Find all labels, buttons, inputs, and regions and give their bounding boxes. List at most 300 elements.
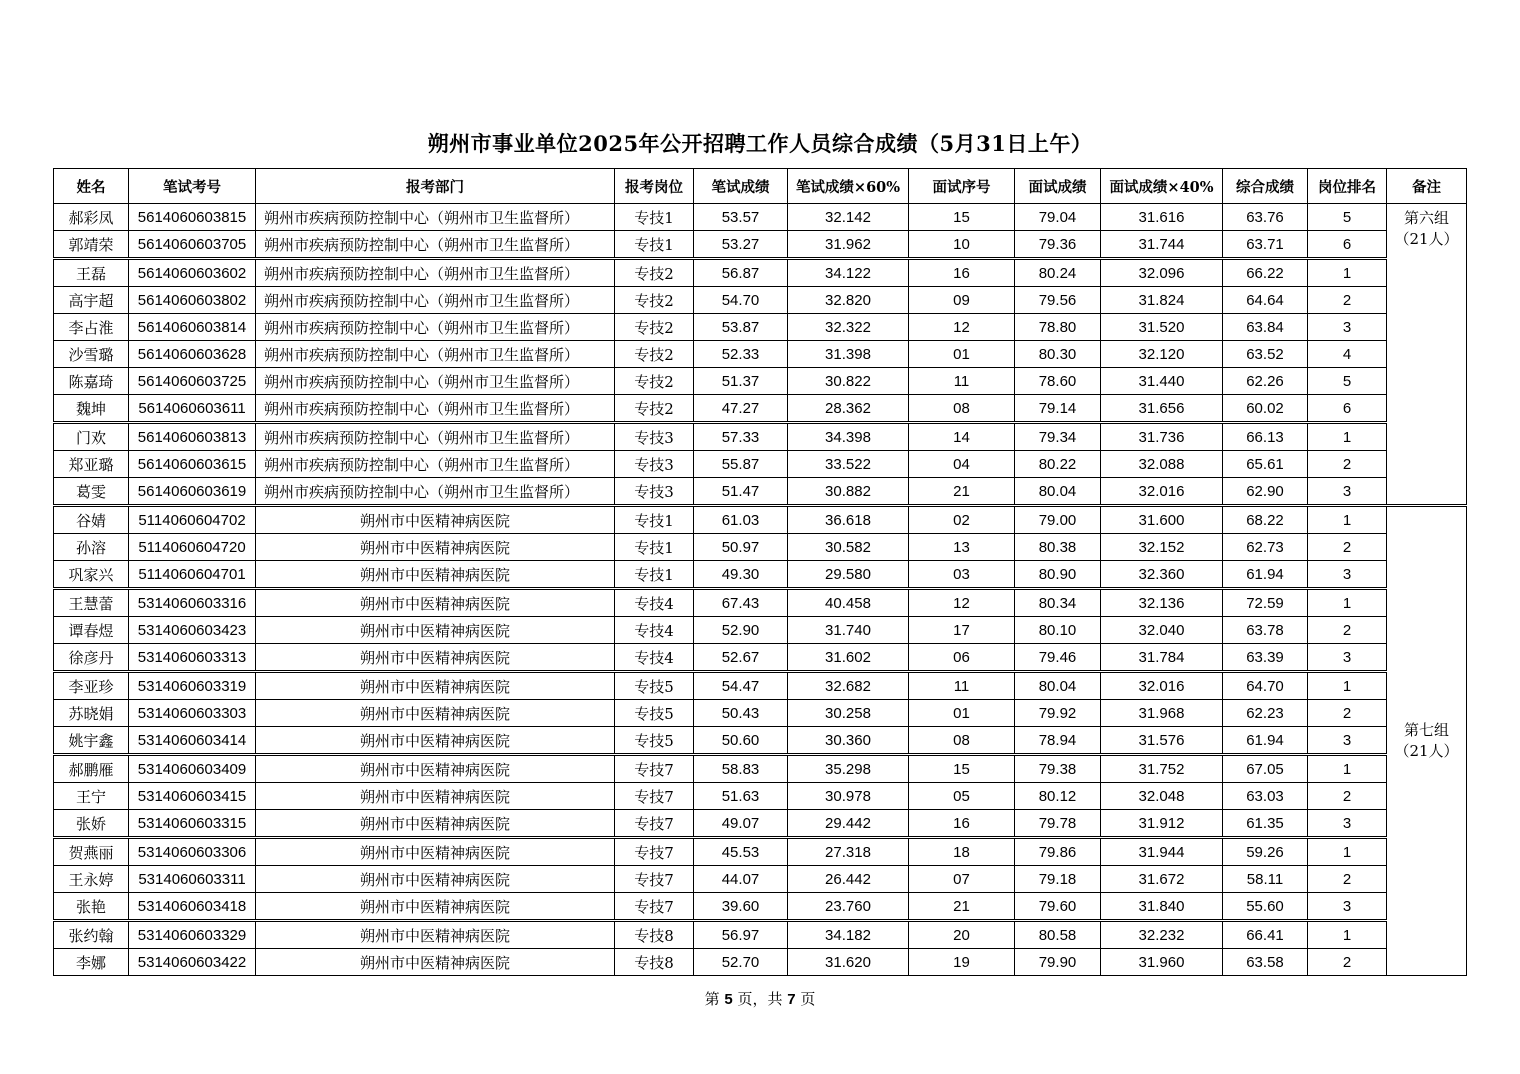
table-cell: 朔州市中医精神病医院 bbox=[256, 700, 615, 727]
table-cell: 33.522 bbox=[788, 451, 909, 478]
table-row bbox=[54, 314, 1467, 341]
table-cell: 32.040 bbox=[1101, 617, 1223, 644]
table-cell: 2 bbox=[1308, 700, 1387, 727]
table-cell: 朔州市疾病预防控制中心（朔州市卫生监督所） bbox=[256, 341, 615, 368]
table-cell: 50.97 bbox=[694, 534, 788, 561]
table-cell: 34.182 bbox=[788, 921, 909, 949]
table-cell: 31.616 bbox=[1101, 204, 1223, 231]
table-cell: 58.83 bbox=[694, 755, 788, 783]
table-cell: 04 bbox=[909, 451, 1015, 478]
table-cell: 5614060603602 bbox=[129, 259, 256, 287]
table-cell: 15 bbox=[909, 204, 1015, 231]
table-cell: 朔州市中医精神病医院 bbox=[256, 561, 615, 589]
table-row bbox=[54, 783, 1467, 810]
table-cell: 36.618 bbox=[788, 506, 909, 534]
table-cell: 5614060603815 bbox=[129, 204, 256, 231]
table-cell: 王磊 bbox=[54, 259, 129, 287]
table-cell: 80.04 bbox=[1015, 478, 1101, 506]
group-note-count: （21人） bbox=[1394, 742, 1459, 760]
table-row bbox=[54, 534, 1467, 561]
table-row bbox=[54, 231, 1467, 259]
table-cell: 专技7 bbox=[615, 866, 694, 893]
table-cell: 郭靖荣 bbox=[54, 231, 129, 259]
table-cell: 3 bbox=[1308, 561, 1387, 589]
table-row bbox=[54, 589, 1467, 617]
table-cell: 1 bbox=[1308, 672, 1387, 700]
table-cell: 2 bbox=[1308, 783, 1387, 810]
col-header: 笔试成绩 bbox=[694, 169, 788, 204]
table-cell: 54.70 bbox=[694, 287, 788, 314]
table-cell: 朔州市中医精神病医院 bbox=[256, 727, 615, 755]
table-cell: 80.22 bbox=[1015, 451, 1101, 478]
table-cell: 2 bbox=[1308, 451, 1387, 478]
table-cell: 4 bbox=[1308, 341, 1387, 368]
table-cell: 55.87 bbox=[694, 451, 788, 478]
table-cell: 78.80 bbox=[1015, 314, 1101, 341]
table-cell: 79.04 bbox=[1015, 204, 1101, 231]
table-cell: 张娇 bbox=[54, 810, 129, 838]
table-cell: 50.43 bbox=[694, 700, 788, 727]
table-cell: 专技2 bbox=[615, 259, 694, 287]
table-cell: 79.18 bbox=[1015, 866, 1101, 893]
table-row bbox=[54, 368, 1467, 395]
table-cell: 52.33 bbox=[694, 341, 788, 368]
table-cell: 34.122 bbox=[788, 259, 909, 287]
table-cell: 专技1 bbox=[615, 534, 694, 561]
table-cell: 5314060603422 bbox=[129, 949, 256, 976]
table-cell: 1 bbox=[1308, 755, 1387, 783]
table-row bbox=[54, 451, 1467, 478]
table-cell: 5614060603628 bbox=[129, 341, 256, 368]
table-cell: 专技2 bbox=[615, 341, 694, 368]
table-cell: 26.442 bbox=[788, 866, 909, 893]
table-cell: 专技8 bbox=[615, 921, 694, 949]
table-cell: 5314060603423 bbox=[129, 617, 256, 644]
table-cell: 5114060604701 bbox=[129, 561, 256, 589]
table-row bbox=[54, 287, 1467, 314]
table-cell: 27.318 bbox=[788, 838, 909, 866]
table-cell: 31.962 bbox=[788, 231, 909, 259]
table-cell: 61.94 bbox=[1223, 561, 1308, 589]
table-cell: 朔州市中医精神病医院 bbox=[256, 810, 615, 838]
table-cell: 朔州市中医精神病医院 bbox=[256, 921, 615, 949]
table-cell: 66.22 bbox=[1223, 259, 1308, 287]
table-row bbox=[54, 838, 1467, 866]
group-note-count: （21人） bbox=[1394, 230, 1459, 248]
table-cell: 51.47 bbox=[694, 478, 788, 506]
table-cell: 张约翰 bbox=[54, 921, 129, 949]
table-cell: 5114060604702 bbox=[129, 506, 256, 534]
table-cell: 59.26 bbox=[1223, 838, 1308, 866]
table-cell: 79.38 bbox=[1015, 755, 1101, 783]
table-cell: 31.440 bbox=[1101, 368, 1223, 395]
table-cell: 56.87 bbox=[694, 259, 788, 287]
table-cell: 80.10 bbox=[1015, 617, 1101, 644]
table-cell: 80.12 bbox=[1015, 783, 1101, 810]
table-cell: 62.23 bbox=[1223, 700, 1308, 727]
table-cell: 80.04 bbox=[1015, 672, 1101, 700]
table-cell: 专技5 bbox=[615, 700, 694, 727]
table-row bbox=[54, 506, 1467, 534]
table-cell: 王永婷 bbox=[54, 866, 129, 893]
page-footer bbox=[0, 988, 1520, 1009]
table-cell: 62.26 bbox=[1223, 368, 1308, 395]
table-cell: 姚宇鑫 bbox=[54, 727, 129, 755]
table-cell: 72.59 bbox=[1223, 589, 1308, 617]
table-cell: 门欢 bbox=[54, 423, 129, 451]
table-cell: 03 bbox=[909, 561, 1015, 589]
table-cell: 18 bbox=[909, 838, 1015, 866]
table-cell: 66.13 bbox=[1223, 423, 1308, 451]
table-cell: 3 bbox=[1308, 727, 1387, 755]
table-cell: 31.840 bbox=[1101, 893, 1223, 921]
table-cell: 张艳 bbox=[54, 893, 129, 921]
table-cell: 63.03 bbox=[1223, 783, 1308, 810]
table-cell: 5314060603415 bbox=[129, 783, 256, 810]
table-cell: 专技2 bbox=[615, 287, 694, 314]
table-cell: 51.63 bbox=[694, 783, 788, 810]
table-cell: 30.258 bbox=[788, 700, 909, 727]
table-cell: 6 bbox=[1308, 395, 1387, 423]
col-header: 面试成绩 bbox=[1015, 169, 1101, 204]
table-cell: 49.30 bbox=[694, 561, 788, 589]
table-cell: 3 bbox=[1308, 893, 1387, 921]
table-cell: 32.136 bbox=[1101, 589, 1223, 617]
table-body bbox=[54, 204, 1467, 976]
table-cell: 52.70 bbox=[694, 949, 788, 976]
table-cell: 05 bbox=[909, 783, 1015, 810]
table-cell: 专技7 bbox=[615, 893, 694, 921]
table-cell: 31.672 bbox=[1101, 866, 1223, 893]
table-cell: 45.53 bbox=[694, 838, 788, 866]
table-row bbox=[54, 810, 1467, 838]
table-cell: 20 bbox=[909, 921, 1015, 949]
table-cell: 31.824 bbox=[1101, 287, 1223, 314]
table-cell: 28.362 bbox=[788, 395, 909, 423]
table-cell: 5314060603329 bbox=[129, 921, 256, 949]
col-header: 笔试成绩×60% bbox=[788, 169, 909, 204]
table-cell: 31.520 bbox=[1101, 314, 1223, 341]
table-cell: 30.582 bbox=[788, 534, 909, 561]
group-note-label: 第六组 bbox=[1403, 209, 1449, 227]
table-cell: 5314060603418 bbox=[129, 893, 256, 921]
table-cell: 32.322 bbox=[788, 314, 909, 341]
table-cell: 12 bbox=[909, 314, 1015, 341]
table-cell: 3 bbox=[1308, 810, 1387, 838]
table-cell: 67.43 bbox=[694, 589, 788, 617]
table-cell: 32.120 bbox=[1101, 341, 1223, 368]
table-cell: 2 bbox=[1308, 287, 1387, 314]
table-cell: 5614060603725 bbox=[129, 368, 256, 395]
footer-total-pages: 7 bbox=[787, 991, 796, 1008]
table-cell: 79.78 bbox=[1015, 810, 1101, 838]
table-cell: 16 bbox=[909, 259, 1015, 287]
table-cell: 专技4 bbox=[615, 644, 694, 672]
table-cell: 61.03 bbox=[694, 506, 788, 534]
table-row bbox=[54, 700, 1467, 727]
table-cell: 专技4 bbox=[615, 617, 694, 644]
table-cell: 55.60 bbox=[1223, 893, 1308, 921]
table-cell: 3 bbox=[1308, 314, 1387, 341]
table-cell: 专技1 bbox=[615, 561, 694, 589]
table-cell: 50.60 bbox=[694, 727, 788, 755]
table-cell: 5614060603611 bbox=[129, 395, 256, 423]
table-row bbox=[54, 341, 1467, 368]
table-cell: 32.048 bbox=[1101, 783, 1223, 810]
table-cell: 专技2 bbox=[615, 395, 694, 423]
table-cell: 57.33 bbox=[694, 423, 788, 451]
table-cell: 2 bbox=[1308, 949, 1387, 976]
table-cell: 巩家兴 bbox=[54, 561, 129, 589]
table-cell: 52.67 bbox=[694, 644, 788, 672]
table-cell: 60.02 bbox=[1223, 395, 1308, 423]
table-cell: 14 bbox=[909, 423, 1015, 451]
table-cell: 陈嘉琦 bbox=[54, 368, 129, 395]
col-header: 岗位排名 bbox=[1308, 169, 1387, 204]
table-cell: 08 bbox=[909, 395, 1015, 423]
table-cell: 朔州市疾病预防控制中心（朔州市卫生监督所） bbox=[256, 314, 615, 341]
table-cell: 52.90 bbox=[694, 617, 788, 644]
table-row bbox=[54, 755, 1467, 783]
table-cell: 专技7 bbox=[615, 783, 694, 810]
table-cell: 朔州市疾病预防控制中心（朔州市卫生监督所） bbox=[256, 259, 615, 287]
table-cell: 31.960 bbox=[1101, 949, 1223, 976]
table-cell: 专技1 bbox=[615, 231, 694, 259]
table-cell: 08 bbox=[909, 727, 1015, 755]
table-cell: 31.600 bbox=[1101, 506, 1223, 534]
table-cell: 61.94 bbox=[1223, 727, 1308, 755]
col-header: 面试序号 bbox=[909, 169, 1015, 204]
table-cell: 朔州市中医精神病医院 bbox=[256, 589, 615, 617]
table-cell: 21 bbox=[909, 478, 1015, 506]
table-cell: 朔州市中医精神病医院 bbox=[256, 617, 615, 644]
table-row bbox=[54, 949, 1467, 976]
table-cell: 31.398 bbox=[788, 341, 909, 368]
table-cell: 3 bbox=[1308, 478, 1387, 506]
table-cell: 30.360 bbox=[788, 727, 909, 755]
table-cell: 66.41 bbox=[1223, 921, 1308, 949]
table-cell: 80.58 bbox=[1015, 921, 1101, 949]
table-cell: 44.07 bbox=[694, 866, 788, 893]
table-cell: 78.94 bbox=[1015, 727, 1101, 755]
table-cell: 30.882 bbox=[788, 478, 909, 506]
table-cell: 专技3 bbox=[615, 478, 694, 506]
table-cell: 31.968 bbox=[1101, 700, 1223, 727]
table-cell: 2 bbox=[1308, 534, 1387, 561]
table-cell: 31.784 bbox=[1101, 644, 1223, 672]
table-cell: 专技7 bbox=[615, 838, 694, 866]
table-cell: 2 bbox=[1308, 617, 1387, 644]
table-cell: 79.90 bbox=[1015, 949, 1101, 976]
table-cell: 30.978 bbox=[788, 783, 909, 810]
table-cell: 15 bbox=[909, 755, 1015, 783]
table-cell: 3 bbox=[1308, 644, 1387, 672]
table-cell: 朔州市中医精神病医院 bbox=[256, 838, 615, 866]
table-cell: 09 bbox=[909, 287, 1015, 314]
table-cell: 35.298 bbox=[788, 755, 909, 783]
group-note-label: 第七组 bbox=[1403, 721, 1449, 739]
table-cell: 朔州市中医精神病医院 bbox=[256, 534, 615, 561]
table-cell: 64.64 bbox=[1223, 287, 1308, 314]
table-cell: 32.096 bbox=[1101, 259, 1223, 287]
table-cell: 63.84 bbox=[1223, 314, 1308, 341]
table-cell: 47.27 bbox=[694, 395, 788, 423]
footer-suffix: 页 bbox=[795, 990, 816, 1008]
table-row bbox=[54, 423, 1467, 451]
table-cell: 64.70 bbox=[1223, 672, 1308, 700]
table-cell: 32.016 bbox=[1101, 672, 1223, 700]
table-cell: 5114060604720 bbox=[129, 534, 256, 561]
table-cell: 2 bbox=[1308, 866, 1387, 893]
table-cell: 31.576 bbox=[1101, 727, 1223, 755]
table-cell: 39.60 bbox=[694, 893, 788, 921]
table-cell: 32.088 bbox=[1101, 451, 1223, 478]
table-cell: 6 bbox=[1308, 231, 1387, 259]
table-cell: 54.47 bbox=[694, 672, 788, 700]
table-row bbox=[54, 259, 1467, 287]
table-cell: 80.30 bbox=[1015, 341, 1101, 368]
table-row bbox=[54, 478, 1467, 506]
table-cell: 徐彦丹 bbox=[54, 644, 129, 672]
table-cell: 朔州市中医精神病医院 bbox=[256, 783, 615, 810]
table-cell: 1 bbox=[1308, 259, 1387, 287]
table-cell: 63.78 bbox=[1223, 617, 1308, 644]
table-cell: 16 bbox=[909, 810, 1015, 838]
table-cell: 5314060603316 bbox=[129, 589, 256, 617]
table-cell: 63.39 bbox=[1223, 644, 1308, 672]
table-cell: 29.442 bbox=[788, 810, 909, 838]
table-cell: 31.740 bbox=[788, 617, 909, 644]
table-cell: 5614060603705 bbox=[129, 231, 256, 259]
table-cell: 谷婧 bbox=[54, 506, 129, 534]
table-row bbox=[54, 893, 1467, 921]
table-cell: 朔州市疾病预防控制中心（朔州市卫生监督所） bbox=[256, 478, 615, 506]
table-cell: 专技2 bbox=[615, 314, 694, 341]
table-cell: 5614060603814 bbox=[129, 314, 256, 341]
table-cell: 专技3 bbox=[615, 451, 694, 478]
table-cell: 11 bbox=[909, 672, 1015, 700]
table-cell: 32.232 bbox=[1101, 921, 1223, 949]
table-cell: 01 bbox=[909, 700, 1015, 727]
table-cell: 31.744 bbox=[1101, 231, 1223, 259]
table-row bbox=[54, 727, 1467, 755]
table-cell: 31.602 bbox=[788, 644, 909, 672]
table-cell: 12 bbox=[909, 589, 1015, 617]
table-cell: 79.92 bbox=[1015, 700, 1101, 727]
table-cell: 朔州市中医精神病医院 bbox=[256, 893, 615, 921]
table-row bbox=[54, 204, 1467, 231]
table-cell: 21 bbox=[909, 893, 1015, 921]
table-cell: 31.620 bbox=[788, 949, 909, 976]
table-row bbox=[54, 644, 1467, 672]
table-cell: 31.656 bbox=[1101, 395, 1223, 423]
table-cell: 79.00 bbox=[1015, 506, 1101, 534]
table-cell: 5614060603619 bbox=[129, 478, 256, 506]
table-cell: 32.820 bbox=[788, 287, 909, 314]
table-cell: 朔州市疾病预防控制中心（朔州市卫生监督所） bbox=[256, 231, 615, 259]
table-cell: 62.90 bbox=[1223, 478, 1308, 506]
table-cell: 专技8 bbox=[615, 949, 694, 976]
table-cell: 5614060603813 bbox=[129, 423, 256, 451]
table-row bbox=[54, 866, 1467, 893]
table-cell: 31.752 bbox=[1101, 755, 1223, 783]
table-cell: 朔州市疾病预防控制中心（朔州市卫生监督所） bbox=[256, 287, 615, 314]
table-cell: 1 bbox=[1308, 589, 1387, 617]
table-cell: 5314060603409 bbox=[129, 755, 256, 783]
table-cell: 郑亚璐 bbox=[54, 451, 129, 478]
col-header: 综合成绩 bbox=[1223, 169, 1308, 204]
table-cell: 07 bbox=[909, 866, 1015, 893]
table-cell: 1 bbox=[1308, 838, 1387, 866]
table-cell: 专技2 bbox=[615, 368, 694, 395]
table-cell: 李占淮 bbox=[54, 314, 129, 341]
col-header: 报考部门 bbox=[256, 169, 615, 204]
table-cell: 谭春煜 bbox=[54, 617, 129, 644]
table-cell: 专技1 bbox=[615, 506, 694, 534]
table-cell: 34.398 bbox=[788, 423, 909, 451]
table-cell: 31.944 bbox=[1101, 838, 1223, 866]
table-cell: 5314060603313 bbox=[129, 644, 256, 672]
table-cell: 5314060603414 bbox=[129, 727, 256, 755]
table-cell: 32.152 bbox=[1101, 534, 1223, 561]
table-cell: 17 bbox=[909, 617, 1015, 644]
table-cell: 23.760 bbox=[788, 893, 909, 921]
table-header-row bbox=[54, 169, 1467, 204]
table-cell: 朔州市中医精神病医院 bbox=[256, 755, 615, 783]
table-cell: 79.34 bbox=[1015, 423, 1101, 451]
table-cell: 32.682 bbox=[788, 672, 909, 700]
table-cell: 79.56 bbox=[1015, 287, 1101, 314]
table-cell: 朔州市疾病预防控制中心（朔州市卫生监督所） bbox=[256, 368, 615, 395]
table-cell: 专技4 bbox=[615, 589, 694, 617]
table-cell: 5314060603311 bbox=[129, 866, 256, 893]
table-cell: 朔州市中医精神病医院 bbox=[256, 866, 615, 893]
table-cell: 1 bbox=[1308, 921, 1387, 949]
table-cell: 1 bbox=[1308, 423, 1387, 451]
table-cell: 02 bbox=[909, 506, 1015, 534]
table-cell: 51.37 bbox=[694, 368, 788, 395]
table-cell: 朔州市中医精神病医院 bbox=[256, 672, 615, 700]
table-cell: 79.14 bbox=[1015, 395, 1101, 423]
table-cell: 魏坤 bbox=[54, 395, 129, 423]
table-row bbox=[54, 395, 1467, 423]
table-cell: 朔州市疾病预防控制中心（朔州市卫生监督所） bbox=[256, 395, 615, 423]
table-cell: 5614060603802 bbox=[129, 287, 256, 314]
table-cell: 53.27 bbox=[694, 231, 788, 259]
table-cell: 31.912 bbox=[1101, 810, 1223, 838]
table-cell: 5314060603306 bbox=[129, 838, 256, 866]
table-cell: 1 bbox=[1308, 506, 1387, 534]
page-title: 朔州市事业单位2025年公开招聘工作人员综合成绩（5月31日上午） bbox=[427, 131, 1093, 156]
table-cell: 朔州市疾病预防控制中心（朔州市卫生监督所） bbox=[256, 423, 615, 451]
table-cell: 79.86 bbox=[1015, 838, 1101, 866]
table-cell: 朔州市中医精神病医院 bbox=[256, 506, 615, 534]
table-cell: 专技1 bbox=[615, 204, 694, 231]
table-cell: 高宇超 bbox=[54, 287, 129, 314]
table-cell: 专技3 bbox=[615, 423, 694, 451]
footer-page-number: 5 bbox=[724, 991, 733, 1008]
table-cell: 专技5 bbox=[615, 727, 694, 755]
table-cell: 10 bbox=[909, 231, 1015, 259]
table-cell: 30.822 bbox=[788, 368, 909, 395]
table-cell: 5314060603303 bbox=[129, 700, 256, 727]
table-cell: 朔州市疾病预防控制中心（朔州市卫生监督所） bbox=[256, 204, 615, 231]
table-cell: 67.05 bbox=[1223, 755, 1308, 783]
table-cell: 19 bbox=[909, 949, 1015, 976]
table-cell: 郝鹏雁 bbox=[54, 755, 129, 783]
table-cell: 苏晓娟 bbox=[54, 700, 129, 727]
table-cell: 郝彩凤 bbox=[54, 204, 129, 231]
